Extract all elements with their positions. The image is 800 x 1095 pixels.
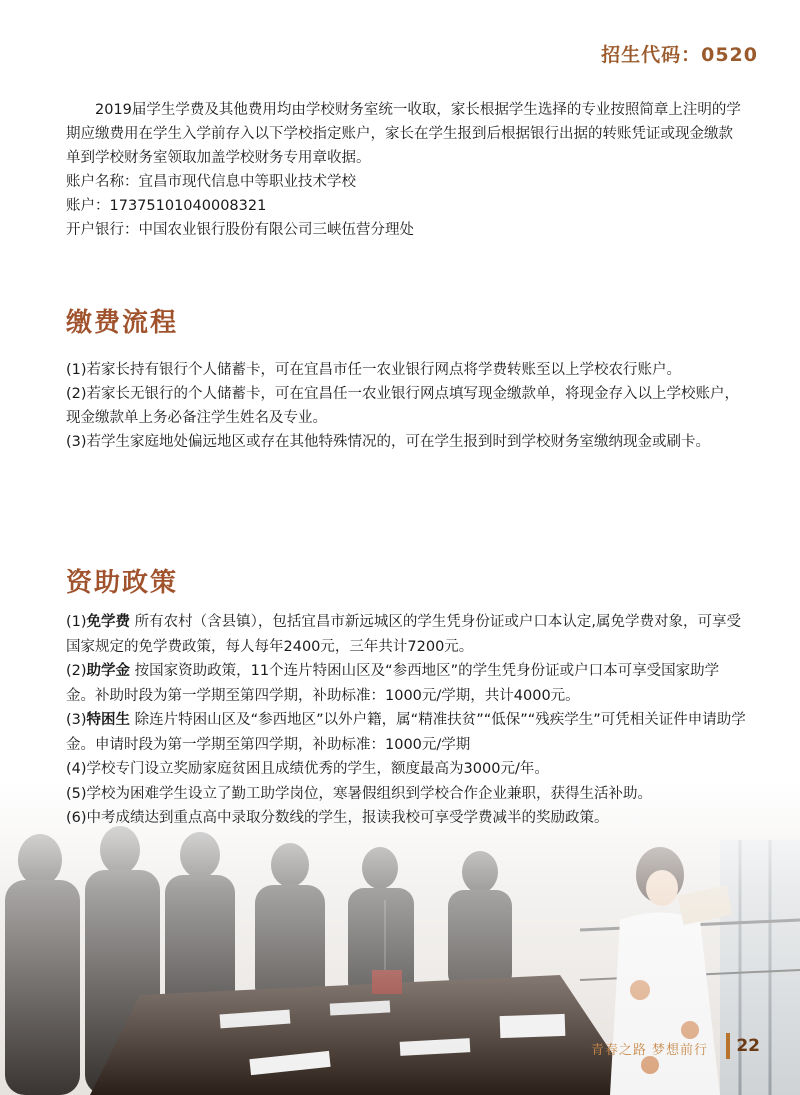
account-name: 账户名称：宜昌市现代信息中等职业技术学校 <box>66 174 356 190</box>
list-item <box>66 659 746 708</box>
item-term: 助学金 <box>86 663 131 679</box>
item-term: 特困生 <box>86 712 131 728</box>
account-number: 账户：17375101040008321 <box>66 198 267 214</box>
list-item: (2)若家长无银行的个人储蓄卡，可在宜昌任一农业银行网点填写现金缴款单，将现金存入以上学校账户，现金缴款单上务必备注学生姓名及专业。 <box>66 386 740 426</box>
list-item: (3)若学生家庭地处偏远地区或存在其他特殊情况的，可在学生报到时到学校财务室缴纳现金或刷卡。 <box>66 434 711 450</box>
payment-process-list <box>66 358 746 454</box>
list-item <box>66 610 746 659</box>
footer-divider <box>726 1033 730 1059</box>
item-term: 免学费 <box>86 614 131 630</box>
item-prefix: (3) <box>66 712 87 728</box>
enrollment-code: 招生代码：0520 <box>601 44 758 66</box>
aid-policy-list <box>66 610 746 831</box>
payment-info <box>66 98 746 242</box>
payment-info-paragraph: 2019届学生学费及其他费用均由学校财务室统一收取，家长根据学生选择的专业按照简章上注明的学期应缴费用在学生入学前存入以下学校指定账户，家长在学生报到后根据银行出据的转账凭证或现金缴款单到学校财务室领取加盖学校财务专用章收据。 <box>66 102 741 166</box>
list-item: (4)学校专门设立奖励家庭贫困且成绩优秀的学生，额度最高为3000元/年。 <box>66 761 549 777</box>
payment-process-heading: 缴费流程 <box>66 308 179 338</box>
bank-name: 开户银行：中国农业银行股份有限公司三峡伍营分理处 <box>66 222 414 238</box>
list-item: (6)中考成绩达到重点高中录取分数线的学生，报读我校可享受学费减半的奖励政策。 <box>66 810 609 826</box>
list-item <box>66 708 746 757</box>
list-item: (5)学校为困难学生设立了勤工助学岗位，寒暑假组织到学校合作企业兼职，获得生活补助。 <box>66 785 653 802</box>
page-number: 22 <box>736 1036 760 1056</box>
item-text: 所有农村（含县镇），包括宜昌市新远城区的学生凭身份证或户口本认定,属免学费对象，可享受国家规定的免学费政策，每人每年2400元，三年共计7200元。 <box>66 614 742 655</box>
item-text: 按国家资助政策，11个连片特困山区及“参西地区”的学生凭身份证或户口本可享受国家助学金。补助时段为第一学期至第四学期，补助标准：1000元/学期，共计4000元。 <box>66 663 720 704</box>
item-text: 除连片特困山区及“参西地区”以外户籍，属“精准扶贫”“低保”“残疾学生”可凭相关证件申请助学金。申请时段为第一学期至第四学期，补助标准：1000元/学期 <box>66 712 746 753</box>
item-prefix: (2) <box>66 663 87 679</box>
aid-policy-heading: 资助政策 <box>66 568 179 598</box>
item-prefix: (1) <box>66 614 87 630</box>
footer-slogan: 青春之路 梦想前行 <box>590 1043 708 1058</box>
list-item: (1)若家长持有银行个人储蓄卡，可在宜昌市任一农业银行网点将学费转账至以上学校农行账户。 <box>66 362 682 378</box>
